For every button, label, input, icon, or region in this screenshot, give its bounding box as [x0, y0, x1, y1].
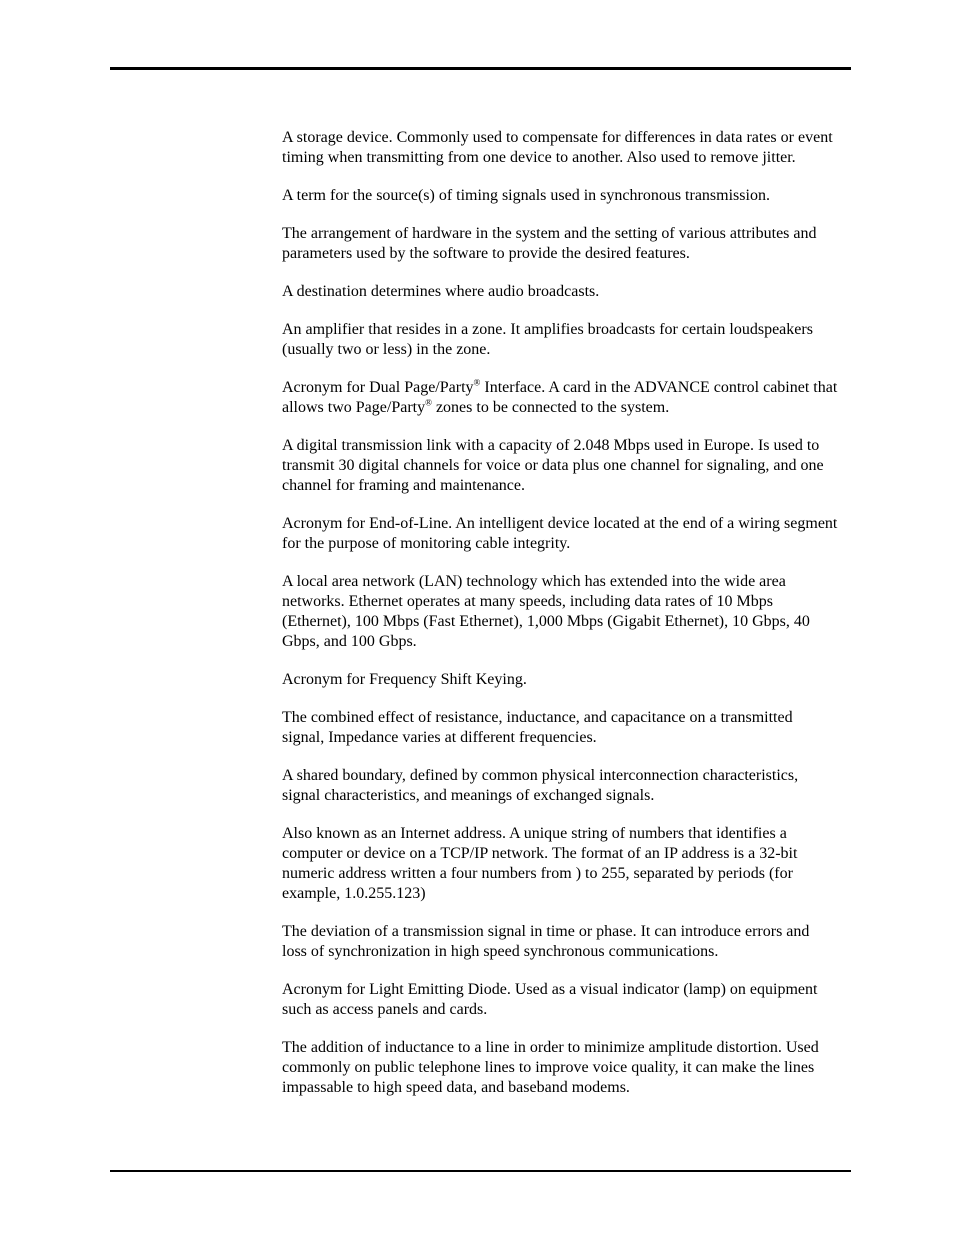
definition-clock: A term for the source(s) of timing signals used in synchronous transmission. — [282, 187, 770, 204]
definition-configuration: The arrangement of hardware in the system and the setting of various attributes and parameters used by the software to provide the desired features. — [282, 225, 817, 262]
definition-eol: Acronym for End-of-Line. An intelligent device located at the end of a wiring segment for the purpose of monitoring cable integrity. — [282, 515, 838, 552]
definition-dpp-part1: Acronym for Dual Page/Party — [282, 379, 474, 396]
definition-impedance: The combined effect of resistance, inductance, and capacitance on a transmitted signal, Impedance varies at different frequencies. — [282, 709, 793, 746]
definition-loading: The addition of inductance to a line in order to minimize amplitude distortion. Used commonly on public telephone lines to improve voice quality, it can make the lines impassable to high speed data, and baseband modems. — [282, 1039, 819, 1096]
registered-mark: ® — [425, 397, 432, 408]
registered-mark: ® — [473, 377, 481, 388]
definition-ip-address: Also known as an Internet address. A unique string of numbers that identifies a computer or device on a TCP/IP network. The format of an IP address is a 32-bit numeric address written a four numbers from ) to 255, separated by periods (for example, 1.0.255.123) — [282, 825, 798, 902]
header-rule — [110, 67, 851, 70]
definition-dpp-part2: Interface. A card in the ADVANCE control cabinet that allows two Page/Party — [282, 379, 838, 416]
definition-destination: A destination determines where audio broadcasts. — [282, 283, 600, 300]
definition-dpp — [282, 378, 838, 418]
glossary-definitions — [282, 128, 838, 1116]
definition-interface: A shared boundary, defined by common physical interconnection characteristics, signal characteristics, and meanings of exchanged signals. — [282, 767, 799, 804]
definition-ethernet: A local area network (LAN) technology which has extended into the wide area networks. Ethernet operates at many speeds, including data rates of 10 Mbps (Ethernet), 100 Mbps (Fast Ethernet), 1,000 Mbps (Gigabit Ethernet), 10 Gbps, 40 Gbps, and 100 Gbps. — [282, 573, 810, 650]
definition-jitter: The deviation of a transmission signal in time or phase. It can introduce errors and loss of synchronization in high speed synchronous communications. — [282, 923, 810, 960]
definition-buffer: A storage device. Commonly used to compensate for differences in data rates or event timing when transmitting from one device to another. Also used to remove jitter. — [282, 129, 833, 166]
footer-rule — [110, 1170, 851, 1172]
definition-e1: A digital transmission link with a capacity of 2.048 Mbps used in Europe. Is used to transmit 30 digital channels for voice or data plus one channel for signaling, and one channel for framing and maintenance. — [282, 437, 824, 494]
definition-distributed-amplifier: An amplifier that resides in a zone. It amplifies broadcasts for certain loudspeakers (usually two or less) in the zone. — [282, 321, 813, 358]
definition-led: Acronym for Light Emitting Diode. Used as a visual indicator (lamp) on equipment such as access panels and cards. — [282, 981, 818, 1018]
definition-fsk: Acronym for Frequency Shift Keying. — [282, 671, 527, 688]
definition-dpp-part3: zones to be connected to the system. — [431, 399, 670, 416]
